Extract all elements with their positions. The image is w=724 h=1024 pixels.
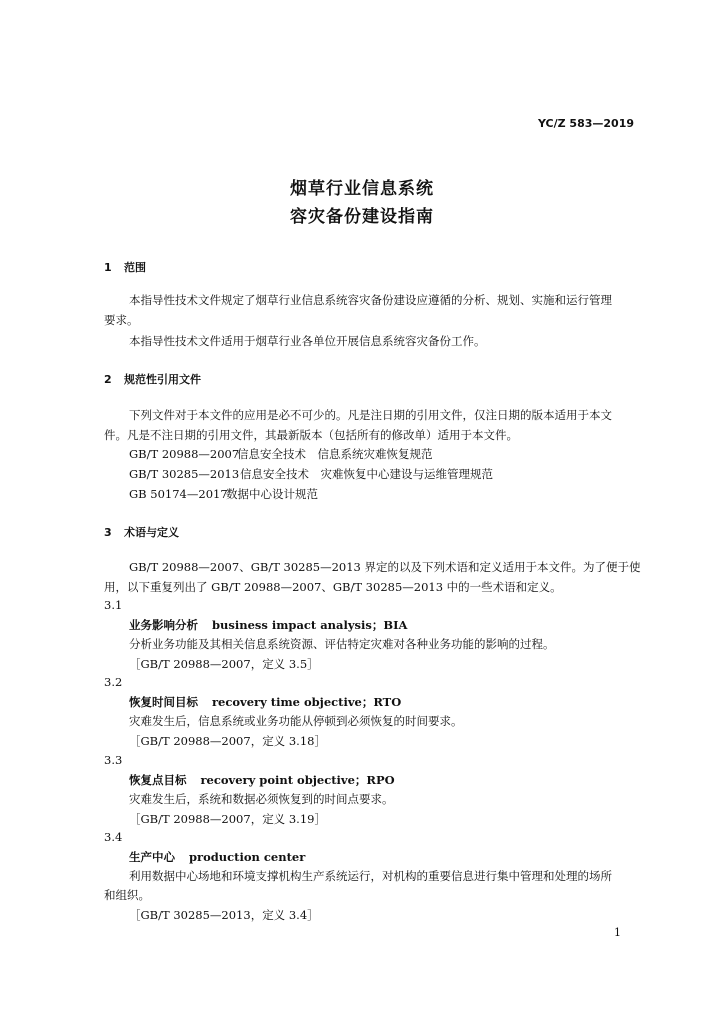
term-name [129,694,401,710]
term-name-en: recovery point objective；RPO [200,773,395,787]
paragraph: 件。凡是不注日期的引用文件，其最新版本（包括所有的修改单）适用于本文件。 [104,428,518,442]
term-name-zh: 业务影响分析 [129,618,198,632]
term-name-zh: 恢复点目标 [129,773,187,787]
document-title-line-2: 容灾备份建设指南 [290,207,434,227]
section-number: 2 [104,373,112,386]
term-name [129,772,395,788]
term-source: ［GB/T 30285—2013，定义 3.4］ [129,908,319,922]
reference-code: GB/T 20988—2007 [129,447,240,461]
reference-item [129,444,433,464]
term-name-zh: 生产中心 [129,850,175,864]
term-name-zh: 恢复时间目标 [129,695,198,709]
term-definition: 和组织。 [104,888,150,902]
term-name-en: recovery time objective；RTO [212,695,402,709]
paragraph: 要求。 [104,313,139,327]
term-definition: 灾难发生后，信息系统或业务功能从停顿到必须恢复的时间要求。 [129,714,463,728]
paragraph: 下列文件对于本文件的应用是必不可少的。凡是注日期的引用文件，仅注日期的版本适用于本文 [129,408,612,422]
section-number: 1 [104,261,112,274]
term-name [129,849,305,865]
term-number: 3.2 [104,675,123,689]
section-3-heading [104,524,179,540]
term-source: ［GB/T 20988—2007，定义 3.18］ [129,734,326,748]
reference-code: GB/T 30285—2013 [129,467,240,481]
reference-item [129,484,318,504]
reference-code: GB 50174—2017 [129,487,228,501]
document-title-line-1: 烟草行业信息系统 [290,179,434,199]
term-number: 3.4 [104,830,123,844]
reference-title: 信息安全技术 信息系统灾难恢复规范 [237,447,433,461]
term-name-en: production center [189,850,306,864]
paragraph: GB/T 20988—2007、GB/T 30285—2013 界定的以及下列术语和定义适用于本文件。为了便于使 [129,560,641,574]
paragraph: 本指导性技术文件适用于烟草行业各单位开展信息系统容灾备份工作。 [129,334,486,348]
section-title: 范围 [124,261,146,274]
term-name [129,617,407,633]
reference-title: 数据中心设计规范 [226,487,318,501]
term-definition: 灾难发生后，系统和数据必须恢复到的时间点要求。 [129,792,394,806]
section-1-heading [104,259,146,275]
page-number: 1 [614,926,621,939]
term-source: ［GB/T 20988—2007，定义 3.19］ [129,812,326,826]
term-definition: 分析业务功能及其相关信息系统资源、评估特定灾难对各种业务功能的影响的过程。 [129,637,555,651]
section-title: 术语与定义 [124,526,179,539]
term-source: ［GB/T 20988—2007，定义 3.5］ [129,657,319,671]
term-number: 3.1 [104,598,123,612]
paragraph: 本指导性技术文件规定了烟草行业信息系统容灾备份建设应遵循的分析、规划、实施和运行管理 [129,293,612,307]
term-definition: 利用数据中心场地和环境支撑机构生产系统运行，对机构的重要信息进行集中管理和处理的场所 [129,869,612,883]
reference-title: 信息安全技术 灾难恢复中心建设与运维管理规范 [240,467,493,481]
standard-code: YC/Z 583—2019 [537,117,634,130]
section-title: 规范性引用文件 [124,373,201,386]
section-2-heading [104,371,201,387]
reference-item [129,464,493,484]
section-number: 3 [104,526,112,539]
term-name-en: business impact analysis；BIA [212,618,408,632]
term-number: 3.3 [104,753,123,767]
paragraph: 用，以下重复列出了 GB/T 20988—2007、GB/T 30285—2013 中的一些术语和定义。 [104,580,562,594]
